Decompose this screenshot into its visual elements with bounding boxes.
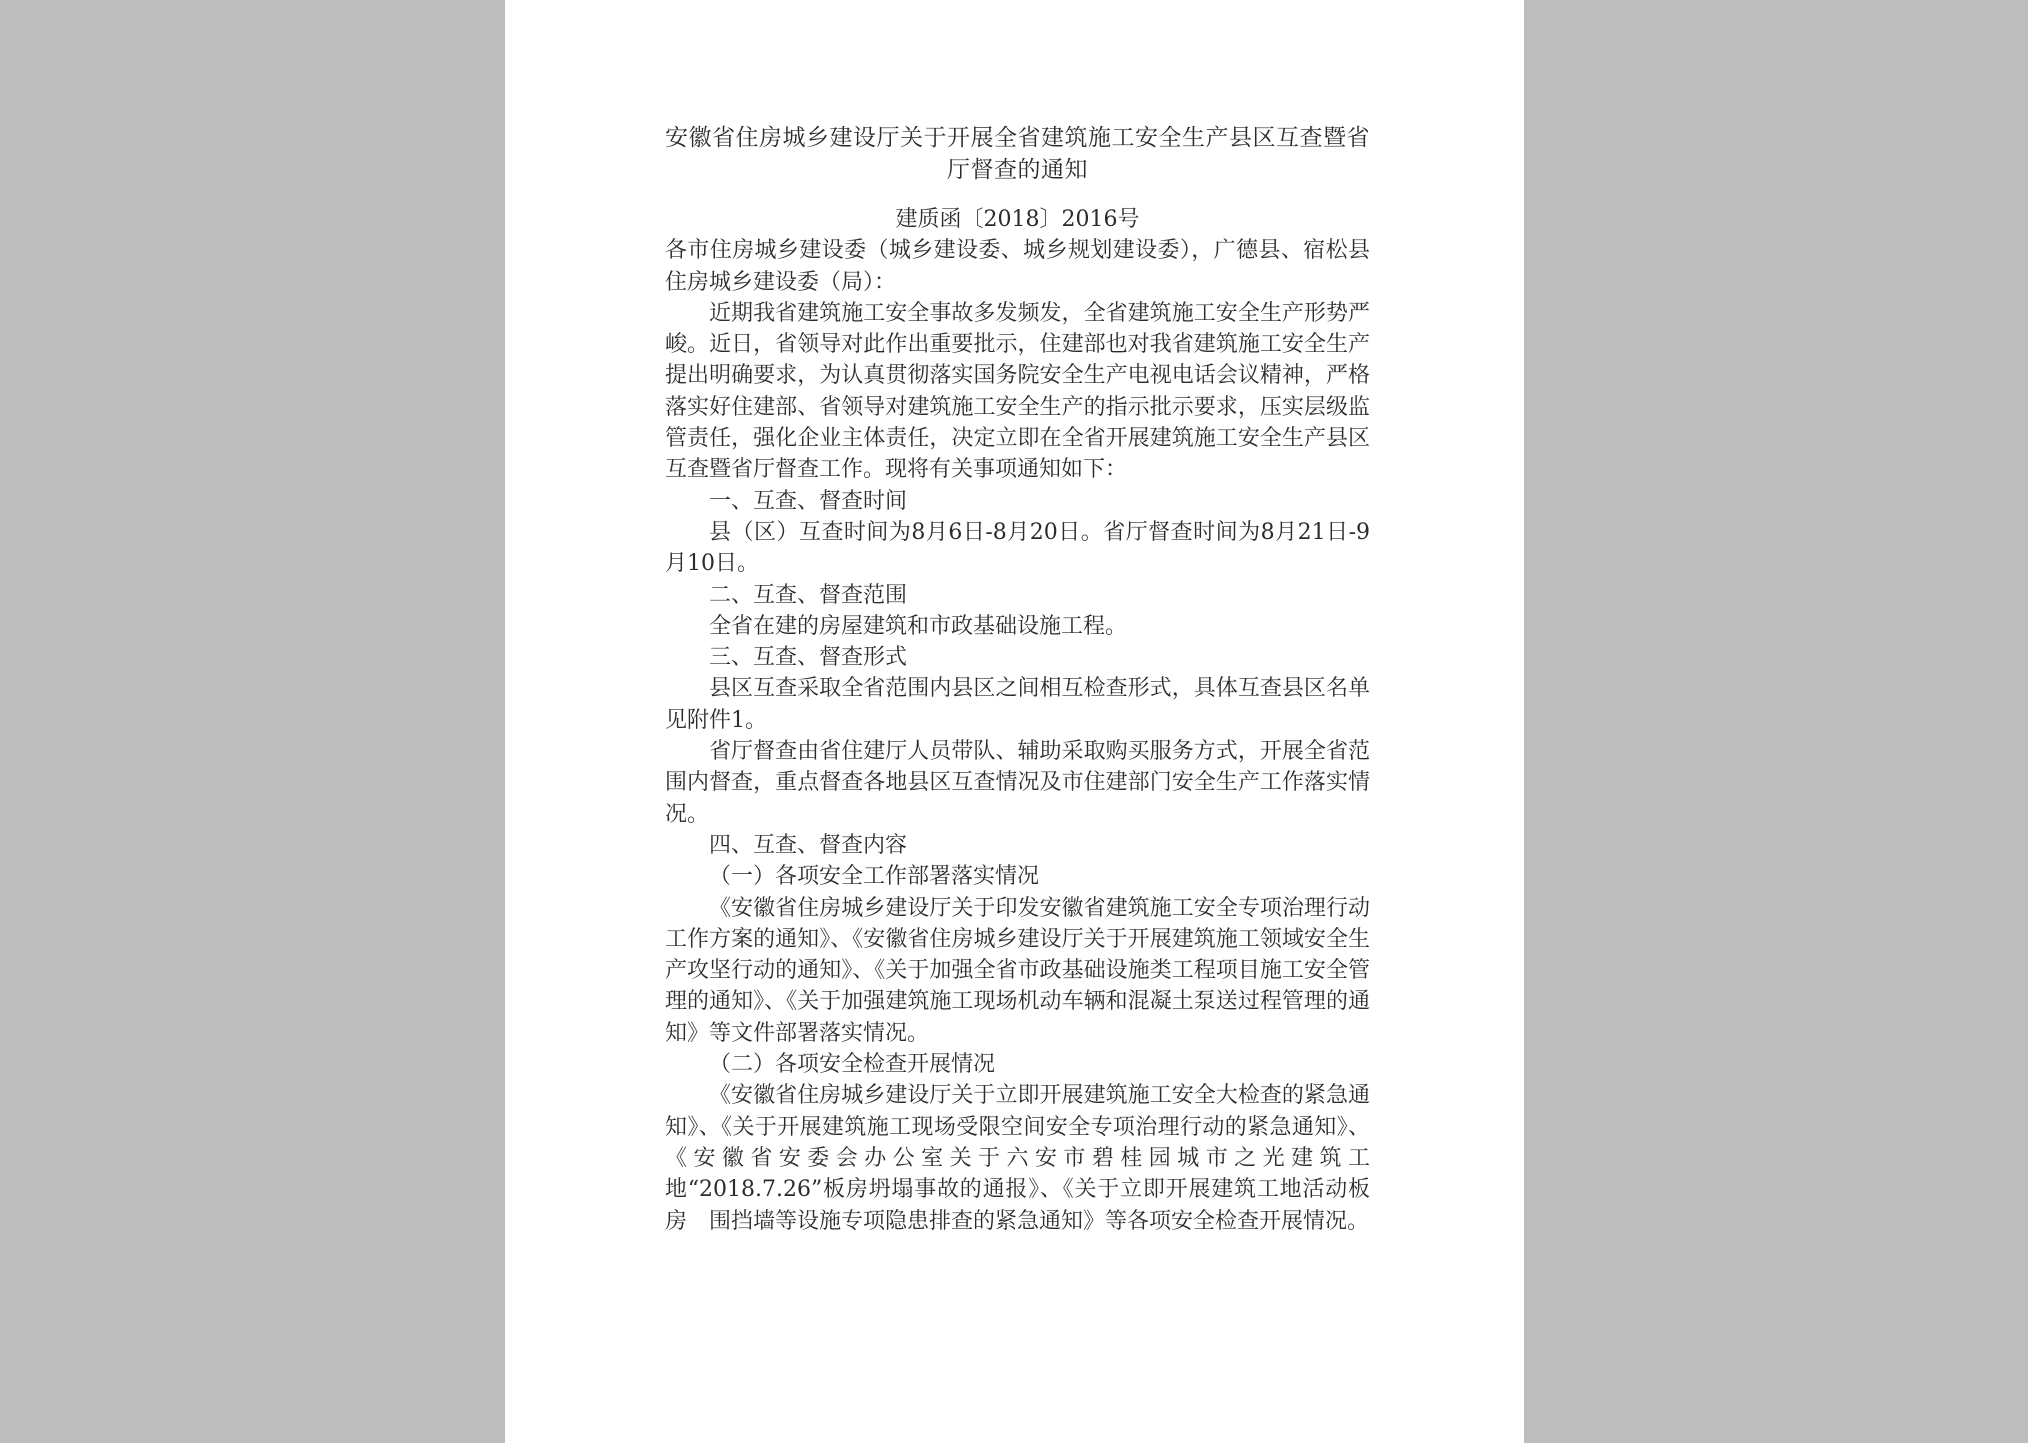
document-page [505, 0, 1524, 1443]
paragraph-deployment: 《安徽省住房城乡建设厅关于印发安徽省建筑施工安全专项治理行动工作方案的通知》、《安徽省住房城乡建设厅关于开展建筑施工领域安全生产攻坚行动的通知》、《关于加强全省市政基础设施类工程项目施工安全管理的通知》、《关于加强建筑施工现场机动车辆和混凝土泵送过程管理的通知》等文件部署落实情况。 [665, 895, 1370, 1046]
paragraph-time: 县（区）互查时间为8月6日-8月20日。省厅督查时间为8月21日-9月10日。 [665, 519, 1370, 577]
paragraph-form-county: 县区互查采取全省范围内县区之间相互检查形式，具体互查县区名单见附件1。 [665, 676, 1370, 733]
paragraph-inspection: 《安徽省住房城乡建设厅关于立即开展建筑施工安全大检查的紧急通知》、《关于开展建筑施工现场受限空间安全专项治理行动的紧急通知》、《安徽省安委会办公室关于六安市碧桂园城市之光建筑工地“2018.7.26”板房坍塌事故的通报》、《关于立即开展建筑工地活动板房 围挡墙等设施专项隐患排查的紧急通知》等各项安全检查开展情况。 [665, 1083, 1370, 1234]
heading-form: 三、互查、督查形式 [709, 645, 908, 671]
subheading-inspection: （二）各项安全检查开展情况 [709, 1052, 996, 1078]
heading-scope: 二、互查、督查范围 [709, 582, 908, 608]
document-number: 建质函〔2018〕2016号 [895, 207, 1140, 232]
heading-time: 一、互查、督查时间 [709, 488, 908, 514]
paragraph-intro: 近期我省建筑施工安全事故多发频发，全省建筑施工安全生产形势严峻。近日，省领导对此作出重要批示，住建部也对我省建筑施工安全生产提出明确要求，为认真贯彻落实国务院安全生产电视电话会议精神，严格落实好住建部、省领导对建筑施工安全生产的指示批示要求，压实层级监管责任，强化企业主体责任，决定立即在全省开展建筑施工安全生产县区互查暨省厅督查工作。现将有关事项通知如下： [665, 300, 1370, 483]
subheading-deployment: （一）各项安全工作部署落实情况 [709, 864, 1040, 890]
addressee: 各市住房城乡建设委（城乡建设委、城乡规划建设委），广德县、宿松县住房城乡建设委（局）： [665, 238, 1370, 295]
paragraph-form-province: 省厅督查由省住建厅人员带队、辅助采取购买服务方式，开展全省范围内督查，重点督查各地县区互查情况及市住建部门安全生产工作落实情况。 [665, 739, 1370, 827]
heading-content: 四、互查、督查内容 [709, 832, 908, 858]
document-title: 安徽省住房城乡建设厅关于开展全省建筑施工安全生产县区互查暨省厅督查的通知 [665, 125, 1370, 183]
document-body [665, 122, 1370, 1237]
paragraph-scope: 全省在建的房屋建筑和市政基础设施工程。 [709, 613, 1128, 639]
